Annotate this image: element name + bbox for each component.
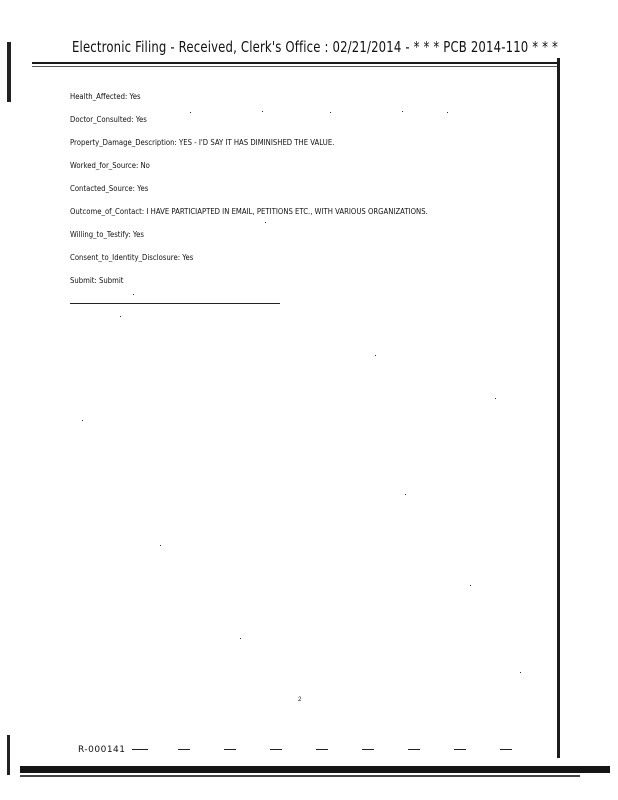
field-name: Contacted_Source bbox=[70, 184, 133, 193]
field-value: I HAVE PARTICIAPTED IN EMAIL, PETITIONS ETC., WITH VARIOUS ORGANIZATIONS. bbox=[146, 207, 428, 216]
field-value: No bbox=[140, 161, 150, 170]
form-field-list bbox=[70, 91, 459, 298]
scan-speck bbox=[82, 420, 83, 421]
scan-speck bbox=[120, 316, 121, 317]
scan-speck bbox=[160, 545, 161, 546]
scan-speck bbox=[133, 294, 134, 295]
scan-dash bbox=[500, 749, 512, 750]
scan-speck bbox=[470, 585, 471, 586]
scan-speck bbox=[375, 355, 376, 356]
field-doctor-consulted: Doctor_Consulted: Yes bbox=[70, 115, 147, 124]
field-value: Submit bbox=[99, 276, 124, 285]
field-name: Doctor_Consulted bbox=[70, 115, 132, 124]
scan-dash bbox=[454, 749, 466, 750]
scan-speck bbox=[520, 672, 521, 673]
scan-dash bbox=[132, 749, 148, 750]
field-name: Willing_to_Testify bbox=[70, 230, 129, 239]
header-rule bbox=[32, 66, 558, 67]
field-health-affected: Health_Affected: Yes bbox=[70, 92, 141, 101]
field-name: Outcome_of_Contact bbox=[70, 207, 142, 216]
scan-speck bbox=[330, 112, 331, 113]
field-name: Health_Affected bbox=[70, 92, 125, 101]
section-divider bbox=[70, 303, 280, 304]
scan-dash bbox=[408, 749, 420, 750]
field-value: YES - I'D SAY IT HAS DIMINISHED THE VALUE. bbox=[179, 138, 335, 147]
scan-speck bbox=[405, 494, 406, 495]
scan-speck bbox=[495, 398, 496, 399]
field-willing-to-testify: Willing_to_Testify: Yes bbox=[70, 230, 144, 239]
scan-edge-mark bbox=[7, 42, 11, 102]
scan-dash bbox=[270, 749, 282, 750]
scan-dash bbox=[224, 749, 236, 750]
field-consent-identity: Consent_to_Identity_Disclosure: Yes bbox=[70, 253, 194, 262]
page-number: 2 bbox=[298, 697, 302, 703]
field-name: Consent_to_Identity_Disclosure bbox=[70, 253, 178, 262]
scan-dash bbox=[362, 749, 374, 750]
field-contacted-source: Contacted_Source: Yes bbox=[70, 184, 149, 193]
field-worked-for-source: Worked_for_Source: No bbox=[70, 161, 150, 170]
scan-dash bbox=[316, 749, 328, 750]
scan-edge-mark bbox=[7, 735, 10, 775]
scan-bottom-bar bbox=[20, 766, 610, 773]
scan-speck bbox=[447, 112, 448, 113]
field-value: Yes bbox=[132, 230, 144, 239]
field-name: Worked_for_Source bbox=[70, 161, 136, 170]
scan-speck bbox=[240, 638, 241, 639]
field-value: Yes bbox=[137, 184, 149, 193]
field-outcome-of-contact: Outcome_of_Contact: I HAVE PARTICIAPTED IN EMAIL, PETITIONS ETC., WITH VARIOUS ORGANIZATIONS. bbox=[70, 207, 428, 216]
scan-bottom-bar bbox=[20, 775, 580, 777]
field-property-damage: Property_Damage_Description: YES - I'D SAY IT HAS DIMINISHED THE VALUE. bbox=[70, 138, 335, 147]
header-rule bbox=[32, 62, 558, 64]
scan-speck bbox=[265, 222, 266, 223]
scan-speck bbox=[262, 111, 263, 112]
filing-stamp: Electronic Filing - Received, Clerk's Office : 02/21/2014 - * * * PCB 2014-110 * * * bbox=[72, 38, 559, 56]
scan-speck bbox=[402, 111, 403, 112]
bates-number: R-000141 bbox=[78, 745, 126, 755]
scan-dash bbox=[178, 749, 190, 750]
scan-edge-right bbox=[557, 58, 560, 758]
field-value: Yes bbox=[135, 115, 147, 124]
scan-speck bbox=[190, 112, 191, 113]
field-name: Submit bbox=[70, 276, 95, 285]
field-submit: Submit: Submit bbox=[70, 276, 124, 285]
field-value: Yes bbox=[182, 253, 194, 262]
field-value: Yes bbox=[129, 92, 141, 101]
field-name: Property_Damage_Description bbox=[70, 138, 175, 147]
